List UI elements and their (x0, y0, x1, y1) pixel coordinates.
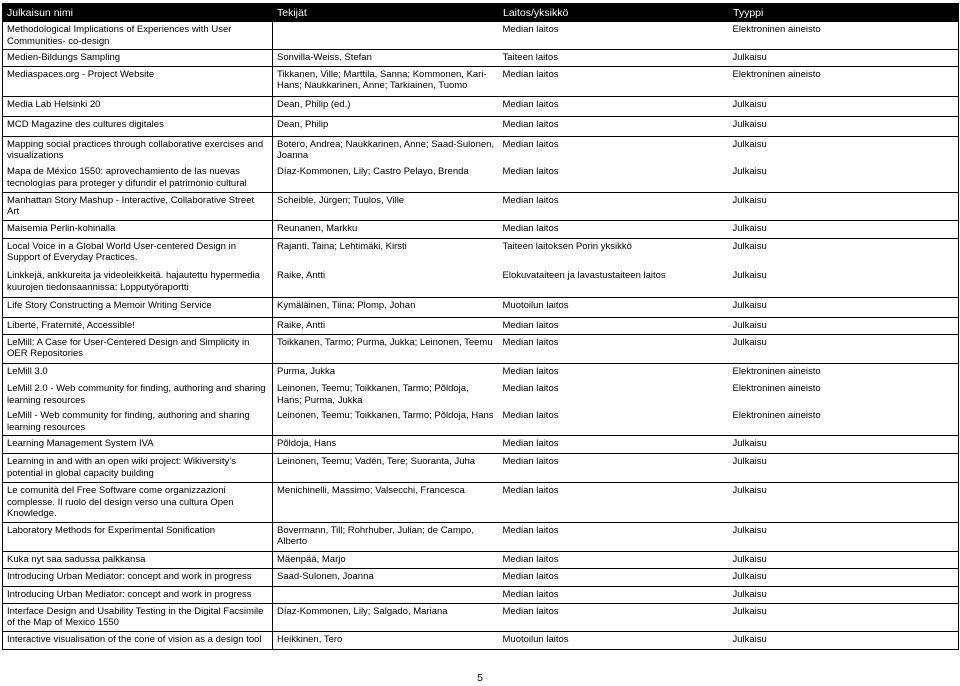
cell-authors (273, 22, 499, 50)
cell-authors: Dean, Philip (273, 116, 499, 136)
cell-type: Elektroninen aineisto (729, 22, 959, 50)
header-authors: Tekijät (273, 4, 499, 23)
cell-unit: Median laitos (502, 383, 559, 394)
cell-authors: Scheible, Jürgen; Tuulos, Ville (273, 192, 499, 220)
table-row (3, 408, 959, 436)
cell-unit: Median laitos (499, 454, 729, 483)
cell-type: Elektroninen aineisto (732, 383, 821, 394)
cell-unit: Median laitos (499, 568, 729, 586)
table-row (3, 631, 959, 649)
cell-title: Linkkejä, ankkureita ja videoleikkeitä. hajautettu hypermedia kuurojen tiedonsaannissa: Lopputyöraportti (3, 268, 273, 297)
cell-type: Julkaisu (729, 164, 959, 192)
table-row (3, 454, 959, 483)
cell-authors: Sonvilla-Weiss, Stefan (273, 50, 499, 67)
table-row (3, 381, 959, 408)
table-row (3, 50, 959, 67)
table-body (3, 22, 959, 649)
cell-authors: Leinonen, Teemu; Vadén, Tere; Suoranta, Juha (273, 454, 499, 483)
cell-unit: Median laitos (499, 436, 729, 454)
table-row (3, 66, 959, 96)
cell-authors: Mäenpää, Marjo (273, 551, 499, 568)
cell-title: Local Voice in a Global World User-centered Design in Support of Everyday Practices. (3, 238, 273, 268)
cell-type: Julkaisu (729, 436, 959, 454)
cell-title: Maisemia Perlin-kohinalla (3, 220, 273, 238)
header-unit: Laitos/yksikkö (499, 4, 729, 23)
cell-type: Julkaisu (729, 268, 959, 297)
cell-authors: Põldoja, Hans (273, 436, 499, 454)
cell-title: Liberté, Fraternité, Accessible! (3, 317, 273, 334)
cell-unit: Taiteen laitoksen Porin yksikkö (502, 240, 632, 252)
cell-unit: Median laitos (502, 138, 559, 150)
cell-title: Introducing Urban Mediator: concept and work in progress (3, 586, 273, 603)
cell-unit: Taiteen laitos (499, 50, 729, 67)
cell-title: Methodological Implications of Experiences with User Communities- co-design (3, 22, 273, 50)
cell-type: Julkaisu (729, 50, 959, 67)
cell-type: Julkaisu (729, 220, 959, 238)
table-row (3, 483, 959, 523)
header-type: Tyyppi (729, 4, 959, 23)
cell-type: Julkaisu (729, 551, 959, 568)
cell-unit: Median laitos (499, 116, 729, 136)
cell-title: LeMill - Web community for finding, authoring and sharing learning resources (3, 408, 273, 436)
cell-authors: Raike, Antti (273, 317, 499, 334)
cell-title: Learning Management System IVA (3, 436, 273, 454)
cell-title: Introducing Urban Mediator: concept and work in progress (3, 568, 273, 586)
cell-unit: Median laitos (499, 164, 729, 192)
cell-type: Julkaisu (729, 334, 959, 363)
table-row (3, 334, 959, 363)
header-title: Julkaisun nimi (3, 4, 273, 23)
publications-table (2, 3, 959, 650)
table-header-row (3, 4, 959, 23)
cell-unit: Elokuvataiteen ja lavastustaiteen laitos (499, 268, 729, 297)
page-number: 5 (477, 672, 483, 684)
cell-type: Julkaisu (729, 116, 959, 136)
cell-type: Julkaisu (729, 297, 959, 317)
cell-title: LeMill 3.0 (3, 363, 273, 381)
cell-authors: Raike, Antti (273, 268, 499, 297)
cell-title: Manhattan Story Mashup - Interactive, Collaborative Street Art (3, 192, 273, 220)
cell-type: Julkaisu (729, 454, 959, 483)
cell-unit: Median laitos (499, 192, 729, 220)
cell-unit: Median laitos (499, 408, 729, 436)
cell-title: Learning in and with an open wiki project: Wikiversity’s potential in global capacity building (3, 454, 273, 483)
table-row (3, 220, 959, 238)
cell-type: Julkaisu (732, 138, 767, 150)
table-row (3, 116, 959, 136)
cell-type: Julkaisu (729, 522, 959, 551)
table-row (3, 136, 959, 164)
cell-unit: Muotoilun laitos (499, 631, 729, 649)
table-row (3, 551, 959, 568)
cell-type: Elektroninen aineisto (729, 408, 959, 436)
cell-type: Julkaisu (729, 568, 959, 586)
cell-authors: Díaz-Kommonen, Lily; Castro Pelayo, Brenda (273, 164, 499, 192)
cell-unit: Median laitos (499, 96, 729, 116)
cell-authors: Tikkanen, Ville; Marttila, Sanna; Kommonen, Kari-Hans; Naukkarinen, Anne; Tarkiainen, Tuomo (273, 66, 499, 96)
cell-authors: Botero, Andrea; Naukkarinen, Anne; Saad-Sulonen, Joanna (277, 138, 495, 161)
table-row (3, 192, 959, 220)
cell-title: Mapping social practices through collaborative exercises and visualizations (3, 136, 273, 164)
cell-authors: Leinonen, Teemu; Toikkanen, Tarmo; Põldoja, Hans (273, 408, 499, 436)
cell-title: Interactive visualisation of the cone of vision as a design tool (3, 631, 273, 649)
cell-title: Life Story Constructing a Memoir Writing Service (3, 297, 273, 317)
cell-authors: Heikkinen, Tero (273, 631, 499, 649)
cell-title: Mediaspaces.org - Project Website (3, 66, 273, 96)
cell-authors: Bovermann, Till; Rohrhuber, Julian; de Campo, Alberto (273, 522, 499, 551)
cell-unit: Median laitos (499, 317, 729, 334)
cell-authors: Dean, Philip (ed.) (273, 96, 499, 116)
cell-title: Le comunità del Free Software come organizzazioni complesse. Il ruolo del design verso una cultura Open Knowledge. (3, 483, 273, 523)
cell-type: Julkaisu (729, 483, 959, 523)
cell-unit: Median laitos (499, 586, 729, 603)
cell-authors: Díaz-Kommonen, Lily; Salgado, Mariana (273, 603, 499, 631)
cell-title: LeMill: A Case for User-Centered Design and Simplicity in OER Repositories (3, 334, 273, 363)
table-row (3, 522, 959, 551)
cell-authors: Leinonen, Teemu; Toikkanen, Tarmo; Põldoja, Hans; Purma, Jukka (277, 383, 469, 406)
cell-title: Kuka nyt saa sadussa palkkansa (3, 551, 273, 568)
cell-unit: Median laitos (499, 66, 729, 96)
cell-unit: Median laitos (499, 22, 729, 50)
cell-unit: Median laitos (502, 365, 559, 377)
cell-unit: Median laitos (499, 522, 729, 551)
cell-type: Julkaisu (729, 192, 959, 220)
cell-unit: Median laitos (499, 220, 729, 238)
cell-type: Julkaisu (732, 240, 767, 252)
cell-title: LeMill 2.0 - Web community for finding, authoring and sharing learning resources (3, 381, 273, 408)
cell-title: MCD Magazine des cultures digitales (3, 116, 273, 136)
table-row (3, 238, 959, 268)
cell-authors: Purma, Jukka (277, 365, 336, 377)
cell-title: Laboratory Methods for Experimental Sonification (3, 522, 273, 551)
cell-authors: Rajanti, Taina; Lehtimäki, Kirsti (277, 240, 407, 252)
table-row (3, 317, 959, 334)
cell-type: Julkaisu (729, 631, 959, 649)
table-row (3, 297, 959, 317)
cell-authors: Saad-Sulonen, Joanna (273, 568, 499, 586)
table-row (3, 436, 959, 454)
cell-unit: Median laitos (499, 334, 729, 363)
cell-authors: Kymäläinen, Tiina; Plomp, Johan (273, 297, 499, 317)
cell-unit: Median laitos (499, 483, 729, 523)
cell-type: Julkaisu (729, 96, 959, 116)
cell-unit: Muotoilun laitos (499, 297, 729, 317)
cell-authors: Toikkanen, Tarmo; Purma, Jukka; Leinonen, Teemu (273, 334, 499, 363)
cell-title: Interface Design and Usability Testing in the Digital Facsimile of the Map of Mexico 1550 (3, 603, 273, 631)
cell-authors: Menichinelli, Massimo; Valsecchi, Francesca (273, 483, 499, 523)
cell-type: Julkaisu (729, 586, 959, 603)
cell-authors: Reunanen, Markku (273, 220, 499, 238)
cell-unit: Median laitos (499, 551, 729, 568)
cell-title: Mapa de México 1550: aprovechamiento de las nuevas tecnologías para proteger y difundir el patrimonio cultural (3, 164, 273, 192)
cell-title: Media Lab Helsinki 20 (3, 96, 273, 116)
table-row (3, 268, 959, 297)
cell-type: Elektroninen aineisto (732, 365, 821, 377)
table-row (3, 603, 959, 631)
cell-type: Elektroninen aineisto (729, 66, 959, 96)
table-row (3, 96, 959, 116)
cell-title: Medien-Bildungs Sampling (3, 50, 273, 67)
table-row (3, 22, 959, 50)
cell-type: Julkaisu (729, 603, 959, 631)
table-row (3, 568, 959, 586)
table-row (3, 586, 959, 603)
table-row (3, 164, 959, 192)
cell-type: Julkaisu (729, 317, 959, 334)
cell-unit: Median laitos (499, 603, 729, 631)
table-row (3, 363, 959, 381)
cell-authors (273, 586, 499, 603)
